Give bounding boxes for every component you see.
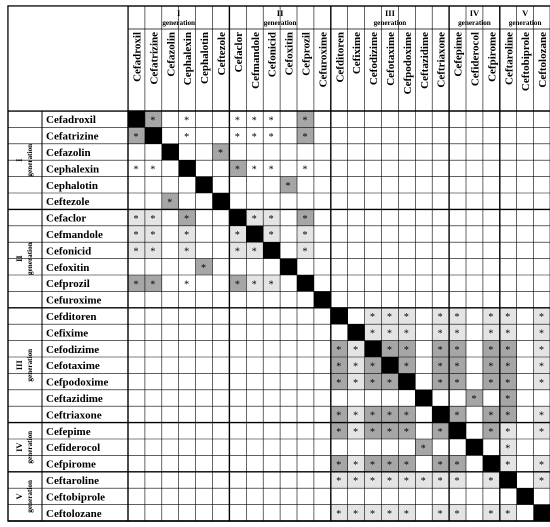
cross-reactivity-marker: * (234, 115, 240, 127)
cross-reactivity-marker: * (133, 246, 139, 258)
cross-reactivity-marker: * (234, 164, 240, 176)
cross-reactivity-marker: * (488, 427, 494, 438)
cross-reactivity-marker: * (505, 361, 511, 373)
diagonal-cell (162, 144, 179, 160)
diagonal-cell (534, 505, 550, 521)
cross-reactivity-marker: * (217, 148, 223, 160)
row-label: Cefotaxime (46, 360, 100, 373)
cross-reactivity-marker: * (539, 459, 545, 471)
cross-reactivity-marker: * (370, 377, 376, 389)
diagonal-cell (145, 127, 162, 143)
row-label: Cefodizime (46, 343, 100, 356)
cross-reactivity-marker: * (505, 427, 511, 438)
cross-reactivity-marker: * (488, 361, 494, 373)
cross-reactivity-marker: * (133, 131, 139, 143)
cross-reactivity-marker: * (370, 509, 376, 520)
cross-reactivity-marker: * (251, 213, 257, 225)
column-label: Cefprozil (300, 32, 313, 76)
cross-reactivity-marker: * (454, 509, 460, 520)
cross-reactivity-marker: * (268, 230, 274, 242)
column-label: Cefonicid (266, 32, 279, 78)
row-group-roman: II (14, 255, 24, 262)
row-label: Cefazolin (46, 147, 91, 159)
row-group-roman: IV (14, 442, 24, 452)
cross-reactivity-marker: * (184, 131, 190, 143)
cross-reactivity-marker: * (251, 164, 257, 176)
column-group-roman: II (276, 8, 284, 18)
row-label: Ceftolozane (46, 507, 102, 520)
row-group-roman: I (14, 158, 24, 162)
row-label: Ceftriaxone (46, 409, 102, 422)
row-label: Cefadroxil (46, 114, 96, 127)
cross-reactivity-marker: * (336, 476, 342, 488)
cross-reactivity-marker: * (403, 345, 409, 356)
column-group-label: generation (263, 19, 297, 27)
cross-reactivity-marker: * (184, 115, 190, 127)
cross-reactivity-marker: * (150, 213, 156, 225)
row-group-label: generation (26, 430, 34, 464)
cross-reactivity-marker: * (150, 115, 156, 127)
column-group-roman: III (384, 8, 395, 18)
diagonal-cell (415, 390, 432, 406)
cross-reactivity-marker: * (386, 377, 392, 389)
column-label: Cephalexin (182, 32, 195, 86)
cross-reactivity-marker: * (437, 312, 443, 324)
row-group-header (14, 480, 34, 513)
diagonal-cell (365, 341, 382, 357)
row-label: Cefuroxime (46, 294, 102, 307)
column-group-roman: IV (469, 8, 480, 18)
cross-reactivity-marker: * (302, 131, 308, 143)
cross-reactivity-marker: * (505, 459, 511, 471)
cross-reactivity-marker: * (234, 279, 240, 291)
cross-reactivity-marker: * (471, 394, 477, 406)
row-label: Cefprozil (46, 278, 90, 291)
cross-reactivity-marker: * (150, 246, 156, 258)
diagonal-cell (466, 439, 483, 455)
column-group-label: generation (458, 19, 491, 27)
cross-reactivity-marker: * (386, 459, 392, 471)
cross-reactivity-marker: * (386, 410, 392, 422)
corner-blank (9, 7, 128, 111)
column-label: Cefaclor (232, 32, 245, 73)
cross-reactivity-marker: * (184, 246, 190, 258)
cross-reactivity-marker: * (302, 213, 308, 225)
row-label: Cefpodoxime (46, 376, 109, 389)
column-label: Cefepime (452, 32, 465, 77)
cross-reactivity-marker: * (437, 345, 443, 356)
cross-reactivity-marker: * (403, 410, 409, 422)
cross-reactivity-marker: * (150, 279, 156, 291)
column-label: Cefpirome (486, 32, 499, 82)
cross-reactivity-marker: * (268, 115, 274, 127)
cross-reactivity-marker: * (353, 345, 359, 356)
cross-reactivity-marker: * (505, 410, 511, 422)
cross-reactivity-marker: * (403, 459, 409, 471)
diagonal-cell (500, 472, 517, 488)
diagonal-cell (331, 308, 348, 324)
diagonal-cell (314, 291, 331, 307)
cross-reactivity-marker: * (488, 509, 494, 520)
column-label: Ceftaroline (503, 32, 516, 85)
row-label: Cefatrizine (46, 130, 99, 143)
cross-reactivity-marker: * (234, 131, 240, 143)
cross-reactivity-marker: * (133, 213, 139, 225)
cross-reactivity-marker: * (539, 328, 545, 340)
cross-reactivity-marker: * (353, 361, 359, 373)
row-group-header (14, 349, 34, 382)
row-label: Cefepime (46, 425, 91, 438)
diagonal-cell (398, 373, 415, 389)
column-group-label: generation (508, 19, 542, 27)
cross-reactivity-marker: * (386, 345, 392, 356)
cross-reactivity-marker: * (336, 345, 342, 356)
cross-reactivity-marker: * (386, 427, 392, 438)
column-label: Ceftolozane (537, 32, 550, 88)
diagonal-cell (246, 226, 263, 242)
cross-reactivity-marker: * (251, 279, 257, 291)
cross-reactivity-marker: * (370, 410, 376, 422)
cross-reactivity-marker: * (454, 345, 460, 356)
cross-reactivity-marker: * (336, 361, 342, 373)
diagonal-cell (382, 357, 399, 373)
cross-reactivity-marker: * (251, 131, 257, 143)
cross-reactivity-marker: * (336, 410, 342, 422)
cross-reactivity-marker: * (403, 361, 409, 373)
cross-reactivity-marker: * (150, 230, 156, 242)
row-label: Ceftazidime (46, 393, 103, 405)
column-group-roman: I (177, 8, 181, 18)
row-label: Cefpirome (46, 458, 96, 471)
cross-reactivity-marker: * (302, 115, 308, 127)
diagonal-cell (432, 406, 449, 422)
row-group-label: generation (26, 143, 34, 177)
cross-reactivity-marker: * (353, 410, 359, 422)
cross-reactivity-marker: * (488, 377, 494, 389)
cross-reactivity-marker: * (488, 345, 494, 356)
diagonal-cell (297, 275, 314, 291)
cross-reactivity-marker: * (454, 361, 460, 373)
cross-reactivity-marker: * (336, 459, 342, 471)
cross-reactivity-marker: * (539, 361, 545, 373)
cross-reactivity-marker: * (302, 164, 308, 176)
column-group-label: generation (373, 19, 407, 27)
row-group-roman: V (14, 493, 24, 500)
column-label: Ceftezole (215, 32, 228, 76)
cross-reactivity-marker: * (133, 279, 139, 291)
row-label: Cefoxitin (46, 261, 90, 274)
cross-reactivity-marker: * (505, 394, 511, 406)
cross-reactivity-marker: * (454, 410, 460, 422)
cross-reactivity-marker: * (403, 509, 409, 520)
row-label: Ceftezole (46, 196, 90, 209)
cross-reactivity-marker: * (370, 312, 376, 324)
cross-reactivity-marker: * (370, 459, 376, 471)
diagonal-cell (229, 209, 246, 225)
cross-reactivity-marker: * (386, 328, 392, 340)
cross-reactivity-marker: * (505, 509, 511, 520)
cross-reactivity-marker: * (539, 312, 545, 324)
row-label: Cefmandole (46, 229, 103, 241)
row-label: Cephalotin (46, 179, 98, 192)
row-label: Cefditoren (46, 311, 97, 323)
cross-reactivity-marker: * (268, 164, 274, 176)
column-label: Cefadroxil (131, 32, 144, 82)
cross-reactivity-marker: * (437, 427, 443, 438)
row-group-label: generation (26, 242, 34, 275)
cross-reactivity-marker: * (505, 312, 511, 324)
column-label: Cephalotin (199, 32, 212, 84)
column-label: Ceftazidime (418, 32, 431, 89)
cross-reactivity-marker: * (133, 230, 139, 242)
row-group-label: generation (26, 480, 34, 513)
cross-reactivity-marker: * (386, 476, 392, 488)
diagonal-cell (263, 242, 280, 258)
cross-reactivity-marker: * (505, 443, 511, 455)
diagonal-cell (517, 488, 534, 504)
column-label: Cefpodoxime (401, 32, 414, 95)
cross-reactivity-marker: * (353, 459, 359, 471)
cross-reactivity-marker: * (403, 328, 409, 340)
row-label: Cephalexin (46, 163, 100, 176)
cross-reactivity-marker: * (234, 246, 240, 258)
cross-reactivity-marker: * (505, 328, 511, 340)
column-label: Cefditoren (334, 32, 347, 83)
cross-reactivity-marker: * (184, 279, 190, 291)
cross-reactivity-marker: * (353, 476, 359, 488)
diagonal-cell (128, 111, 145, 127)
cross-reactivity-marker: * (386, 509, 392, 520)
cross-reactivity-marker: * (420, 476, 426, 488)
column-group-label: generation (162, 19, 196, 27)
cross-reactivity-marker: * (370, 328, 376, 340)
column-label: Cefoxitin (283, 32, 296, 76)
cross-reactivity-marker: * (370, 427, 376, 438)
cross-reactivity-marker: * (454, 377, 460, 389)
cross-reactivity-marker: * (505, 377, 511, 389)
cross-reactivity-marker: * (539, 345, 545, 356)
column-label: Cefatrizine (148, 32, 161, 85)
cross-reactivity-marker: * (133, 164, 139, 176)
cross-reactivity-marker: * (454, 459, 460, 471)
cross-reactivity-marker: * (437, 509, 443, 520)
cross-reactivity-marker: * (437, 377, 443, 389)
cross-reactivity-marker: * (353, 427, 359, 438)
cross-reactivity-marker: * (353, 509, 359, 520)
cross-reactivity-marker: * (539, 377, 545, 389)
column-label: Cefotaxime (384, 32, 397, 86)
cross-reactivity-marker: * (268, 213, 274, 225)
row-group-roman: III (14, 360, 24, 371)
cross-reactivity-marker: * (488, 476, 494, 488)
diagonal-cell (449, 423, 466, 439)
column-label: Cefmandole (249, 32, 262, 89)
cross-reactivity-marker: * (403, 312, 409, 324)
cross-reactivity-marker: * (488, 410, 494, 422)
diagonal-cell (179, 160, 196, 176)
cross-reactivity-marker: * (386, 312, 392, 324)
column-label: Cefazolin (165, 32, 178, 77)
cross-reactivity-marker: * (539, 427, 545, 438)
column-label: Cefiderocol (469, 32, 482, 87)
cross-reactivity-marker: * (302, 246, 308, 258)
cross-reactivity-marker: * (150, 164, 156, 176)
cross-reactivity-marker: * (454, 312, 460, 324)
cross-reactivity-marker: * (302, 230, 308, 242)
row-label: Ceftobiprole (46, 491, 106, 504)
column-label: Cefodizime (368, 32, 381, 86)
column-label: Cefixime (351, 32, 364, 75)
cross-reactivity-marker: * (184, 230, 190, 242)
diagonal-cell (483, 455, 500, 471)
diagonal-cell (213, 193, 230, 209)
cross-reactivity-marker: * (539, 476, 545, 488)
row-label: Ceftaroline (46, 475, 99, 487)
cross-reactivity-marker: * (437, 476, 443, 488)
cross-reactivity-marker: * (336, 377, 342, 389)
column-label: Ceftobiprole (520, 32, 533, 92)
cross-reactivity-marker: * (454, 476, 460, 488)
cross-reactivity-marker: * (268, 279, 274, 291)
row-label: Cefiderocol (46, 442, 101, 455)
cross-reactivity-marker: * (403, 476, 409, 488)
cross-reactivity-marker: * (437, 459, 443, 471)
cross-reactivity-marker: * (285, 181, 291, 192)
row-group-header (14, 431, 34, 464)
cross-reactivity-marker: * (201, 263, 207, 274)
cross-reactivity-marker: * (336, 509, 342, 520)
cross-reactivity-marker: * (234, 230, 240, 242)
cross-reactivity-marker: * (251, 246, 257, 258)
row-label: Cefaclor (46, 212, 87, 225)
cross-reactivity-marker: * (353, 377, 359, 389)
cross-reactivity-marker: * (539, 410, 545, 422)
cross-reactivity-marker: * (437, 328, 443, 340)
column-label: Ceftriaxone (435, 32, 448, 88)
diagonal-cell (280, 259, 297, 275)
cross-reactivity-marker: * (403, 427, 409, 438)
column-label: Cefuroxime (317, 32, 330, 88)
diagonal-cell (196, 177, 213, 193)
cross-reactivity-marker: * (370, 476, 376, 488)
row-label: Cefonicid (46, 245, 92, 258)
cross-reactivity-marker: * (184, 213, 190, 225)
cross-reactivity-marker: * (268, 131, 274, 143)
row-group-label: generation (26, 348, 34, 382)
row-label: Cefixime (46, 327, 89, 340)
cross-reactivity-marker: * (437, 361, 443, 373)
cross-reactivity-marker: * (488, 312, 494, 324)
cross-reactivity-marker: * (488, 328, 494, 340)
column-group-roman: V (522, 8, 529, 18)
cross-reactivity-marker: * (251, 115, 257, 127)
cross-reactivity-marker: * (370, 361, 376, 373)
cross-reactivity-marker: * (454, 328, 460, 340)
cross-reactivity-marker: * (167, 197, 173, 209)
diagonal-cell (348, 324, 365, 340)
cross-reactivity-marker: * (336, 427, 342, 438)
cross-reactivity-marker: * (420, 443, 426, 455)
cross-reactivity-marker: * (505, 345, 511, 356)
